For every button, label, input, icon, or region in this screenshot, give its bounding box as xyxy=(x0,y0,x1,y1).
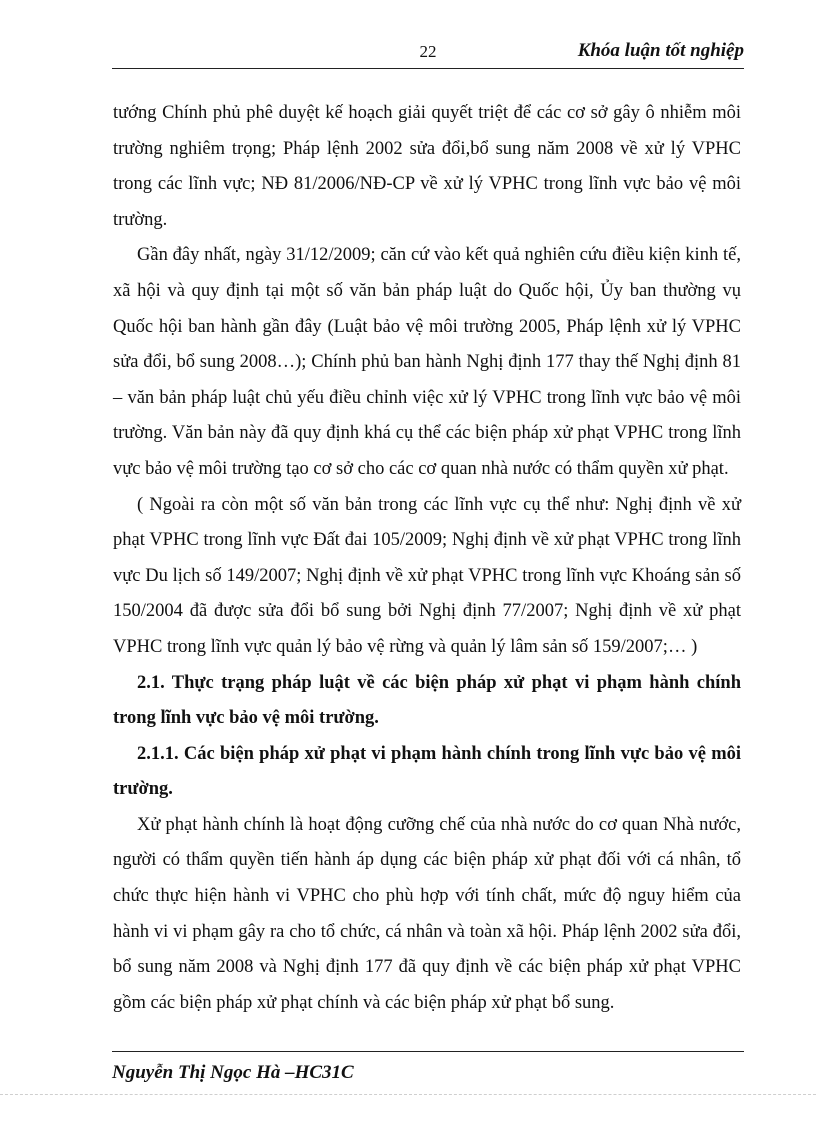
page-header xyxy=(112,38,744,68)
paragraph-decree-177: Gần đây nhất, ngày 31/12/2009; căn cứ vào kết quả nghiên cứu điều kiện kinh tế, xã hội và quy định tại một số văn bản pháp luật do Quốc hội, Ủy ban thường vụ Quốc hội ban hành gần đây (Luật bảo vệ môi trường 2005, Pháp lệnh xử lý VPHC sửa đổi, bổ sung 2008…); Chính phủ ban hành Nghị định 177 thay thế Nghị định 81 – văn bản pháp luật chủ yếu điều chỉnh việc xử lý VPHC trong lĩnh vực bảo vệ môi trường. Văn bản này đã quy định khá cụ thể các biện pháp xử phạt VPHC trong lĩnh vực bảo vệ môi trường tạo cơ sở cho các cơ quan nhà nước có thẩm quyền xử phạt. xyxy=(113,245,741,479)
footer-divider xyxy=(112,1051,744,1052)
footer-author: Nguyễn Thị Ngọc Hà –HC31C xyxy=(112,1062,354,1083)
page-boundary xyxy=(0,1094,816,1095)
paragraph-continuation: tướng Chính phủ phê duyệt kế hoạch giải quyết triệt để các cơ sở gây ô nhiễm môi trường nghiêm trọng; Pháp lệnh 2002 sửa đổi,bổ sung năm 2008 về xử lý VPHC trong các lĩnh vực; NĐ 81/2006/NĐ-CP về xử lý VPHC trong lĩnh vực bảo vệ môi trường. xyxy=(113,103,741,230)
page-number: 22 xyxy=(419,42,437,61)
paragraph-other-documents: ( Ngoài ra còn một số văn bản trong các lĩnh vực cụ thể như: Nghị định về xử phạt VPHC trong lĩnh vực Đất đai 105/2009; Nghị định về xử phạt VPHC trong lĩnh vực Du lịch số 149/2007; Nghị định về xử phạt VPHC trong lĩnh vực Khoáng sản số 150/2004 đã được sửa đổi bổ sung bởi Nghị định 77/2007; Nghị định về xử phạt VPHC trong lĩnh vực quản lý bảo vệ rừng và quản lý lâm sản số 159/2007;… ) xyxy=(113,494,741,657)
paragraph-administrative-sanction: Xử phạt hành chính là hoạt động cưỡng chế của nhà nước do cơ quan Nhà nước, người có thẩm quyền tiến hành áp dụng các biện pháp xử phạt đối với cá nhân, tổ chức thực hiện hành vi VPHC cho phù hợp với tính chất, mức độ nguy hiểm của hành vi vi phạm gây ra cho tổ chức, cá nhân và toàn xã hội. Pháp lệnh 2002 sửa đổi, bổ sung năm 2008 và Nghị định 177 đã quy định về các biện pháp xử phạt VPHC gồm các biện pháp xử phạt chính và các biện pháp xử phạt bổ sung. xyxy=(113,814,741,1013)
page-body xyxy=(113,96,741,1021)
section-heading-2-1-1: 2.1.1. Các biện pháp xử phạt vi phạm hành chính trong lĩnh vực bảo vệ môi trường. xyxy=(113,743,741,800)
document-title: Khóa luận tốt nghiệp xyxy=(577,40,744,61)
header-divider xyxy=(112,68,744,69)
section-heading-2-1: 2.1. Thực trạng pháp luật về các biện pháp xử phạt vi phạm hành chính trong lĩnh vực bảo vệ môi trường. xyxy=(113,672,741,729)
